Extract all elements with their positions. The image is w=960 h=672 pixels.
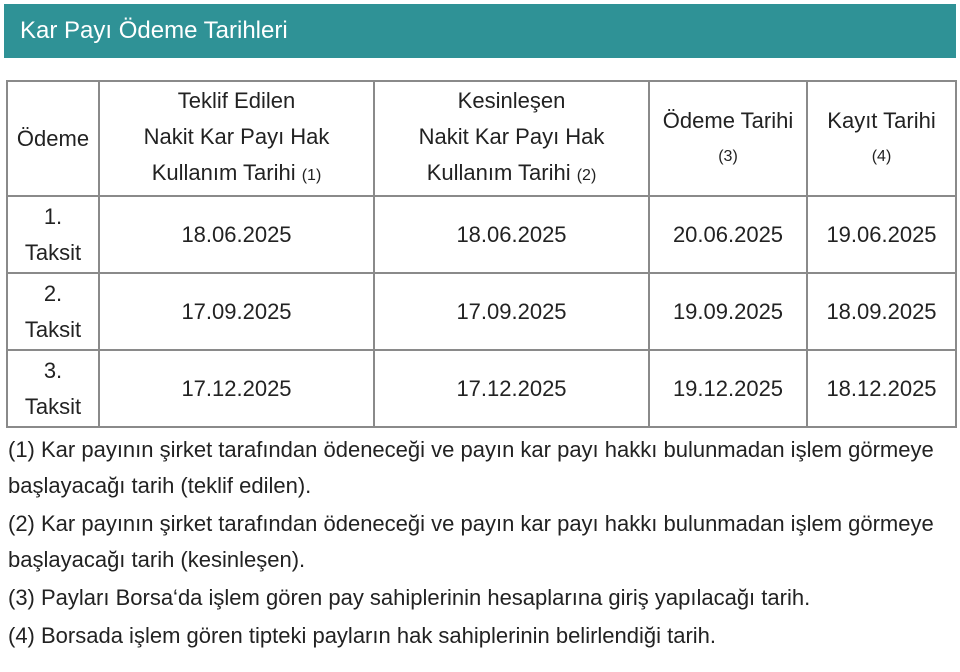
column-header-kesin bbox=[374, 81, 649, 196]
footnote-3: (3) Payları Borsa‘da işlem gören pay sahiplerinin hesaplarına giriş yapılacağı tarih. bbox=[8, 585, 811, 610]
table-row bbox=[7, 350, 956, 427]
cell-taksit bbox=[7, 196, 99, 273]
cell-odeme-date: 19.12.2025 bbox=[649, 350, 807, 427]
footnote-ref-1: (1) bbox=[301, 167, 322, 184]
cell-odeme-date: 20.06.2025 bbox=[649, 196, 807, 273]
taksit-label: Taksit bbox=[24, 316, 82, 342]
footnote-2: (2) Kar payının şirket tarafından ödeneceği ve payın kar payı hakkı bulunmadan işlem görmeye başlayacağı tarih (kesinleşen). bbox=[8, 511, 934, 572]
cell-odeme-date: 19.09.2025 bbox=[649, 273, 807, 350]
column-header-teklif bbox=[99, 81, 374, 196]
table-header-row bbox=[7, 81, 956, 196]
column-header-teklif-line-ref bbox=[100, 155, 373, 194]
column-header-kesin-line: Kesinleşen bbox=[457, 88, 566, 113]
footnote-1: (1) Kar payının şirket tarafından ödeneceği ve payın kar payı hakkı bulunmadan işlem görmeye başlayacağı tarih (teklif edilen). bbox=[8, 437, 934, 498]
footnote-ref-2: (2) bbox=[576, 167, 597, 184]
footnote-4: (4) Borsada işlem gören tipteki payların hak sahiplerinin belirlendiği tarih. bbox=[8, 623, 717, 648]
table-row bbox=[7, 273, 956, 350]
cell-kayit-date: 18.09.2025 bbox=[807, 273, 956, 350]
column-header-kesin-line-ref bbox=[375, 155, 648, 194]
column-header-teklif-line: Nakit Kar Payı Hak bbox=[143, 124, 330, 149]
column-header-kayit-tarihi-label: Kayıt Tarihi bbox=[827, 107, 936, 133]
page-title: Kar Payı Ödeme Tarihleri bbox=[4, 4, 956, 58]
column-header-odeme-tarihi-label: Ödeme Tarihi bbox=[662, 107, 794, 133]
column-header-kesin-line: Kullanım Tarihi bbox=[426, 160, 571, 185]
footnotes bbox=[8, 432, 953, 656]
cell-teklif-date: 17.12.2025 bbox=[99, 350, 374, 427]
cell-taksit bbox=[7, 273, 99, 350]
cell-kayit-date: 19.06.2025 bbox=[807, 196, 956, 273]
column-header-kayit-tarihi bbox=[807, 81, 956, 196]
column-header-odeme bbox=[7, 81, 99, 196]
cell-teklif-date: 18.06.2025 bbox=[99, 196, 374, 273]
taksit-number: 2. bbox=[43, 280, 63, 306]
taksit-label: Taksit bbox=[24, 393, 82, 419]
footnote-ref-4: (4) bbox=[871, 147, 892, 165]
cell-teklif-date: 17.09.2025 bbox=[99, 273, 374, 350]
column-header-teklif-line: Kullanım Tarihi bbox=[151, 160, 296, 185]
column-header-odeme-tarihi bbox=[649, 81, 807, 196]
cell-kesin-date: 18.06.2025 bbox=[374, 196, 649, 273]
payment-dates-table bbox=[6, 80, 957, 428]
taksit-label: Taksit bbox=[24, 239, 82, 265]
taksit-number: 3. bbox=[43, 357, 63, 383]
column-header-teklif-line: Teklif Edilen bbox=[177, 88, 296, 113]
cell-kesin-date: 17.09.2025 bbox=[374, 273, 649, 350]
column-header-kesin-line: Nakit Kar Payı Hak bbox=[418, 124, 605, 149]
table-row bbox=[7, 196, 956, 273]
column-header-odeme-label: Ödeme bbox=[16, 125, 90, 151]
cell-kayit-date: 18.12.2025 bbox=[807, 350, 956, 427]
cell-taksit bbox=[7, 350, 99, 427]
cell-kesin-date: 17.12.2025 bbox=[374, 350, 649, 427]
footnote-ref-3: (3) bbox=[718, 147, 738, 165]
taksit-number: 1. bbox=[43, 203, 63, 229]
